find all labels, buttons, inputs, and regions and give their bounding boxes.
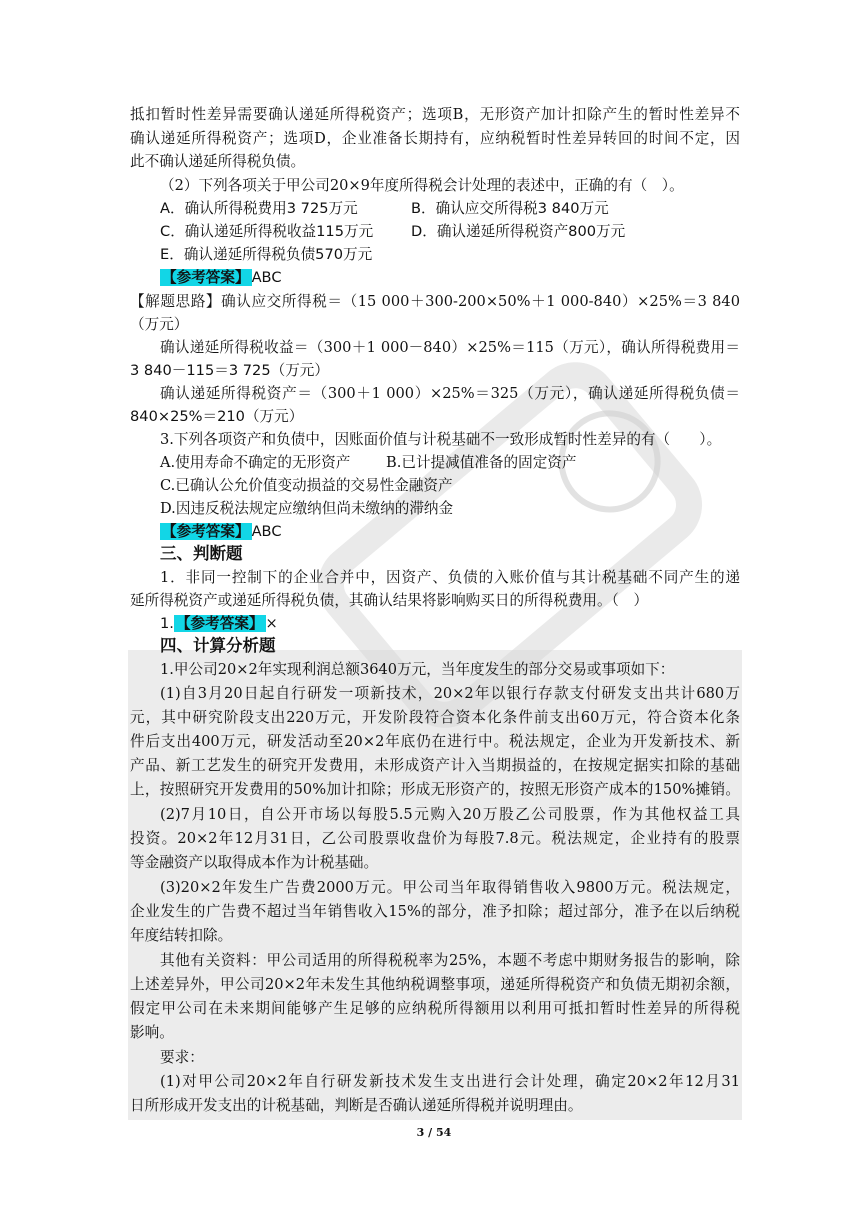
option-a: A.使用寿命不确定的无形资产: [160, 454, 351, 471]
solution-line: 确认递延所得税资产＝（300＋1 000）×25%＝325（万元），确认递延所得税负债＝: [160, 385, 740, 402]
calc-line: (1)自3月20日起自行研发一项新技术，20×2年以银行存款支付研发支出共计680万: [160, 685, 740, 702]
question-2: （2）下列各项关于甲公司20×9年度所得税会计处理的表述中，正确的有（ ）。: [160, 177, 684, 194]
answer-value: ABC: [251, 269, 282, 286]
text-line: 确认递延所得税资产；选项D，企业准备长期持有，应纳税暂时性差异转回的时间不定，因: [130, 130, 740, 147]
page-number: 3 / 54: [416, 1126, 452, 1139]
calc-line: 其他有关资料：甲公司适用的所得税税率为25%，本题不考虑中期财务报告的影响，除: [160, 952, 740, 969]
judge-question: 1．非同一控制下的企业合并中，因资产、负债的入账价值与其计税基础不同产生的递: [160, 569, 740, 586]
calc-line: (2)7月10日，自公开市场以每股5.5元购入20万股乙公司股票，作为其他权益工具: [160, 806, 740, 823]
option-c: C．确认递延所得税收益115万元: [160, 223, 374, 240]
calc-line: 要求：: [160, 1049, 204, 1066]
option-d: D.因违反税法规定应缴纳但尚未缴纳的滞纳金: [160, 500, 454, 517]
answer-row: [160, 613, 770, 635]
answer-label: 【参考答案】: [162, 523, 250, 540]
solution-line: 确认递延所得税收益＝（300＋1 000－840）×25%＝115（万元），确认所得税费用＝: [160, 339, 740, 356]
text-line: 此不确认递延所得税负债。: [130, 153, 306, 170]
option-d: D．确认递延所得税资产800万元: [411, 223, 626, 240]
answer-label: 【参考答案】: [162, 269, 250, 286]
solution-line: 【解题思路】确认应交所得税＝（15 000＋300-200×50%＋1 000-840）×25%＝3 840: [130, 293, 740, 310]
calc-line: 等金融资产以取得成本作为计税基础。: [130, 854, 379, 871]
option-a: A．确认所得税费用3 725万元: [160, 200, 358, 217]
answer-row: [160, 267, 770, 289]
calc-line: 上，按照研究开发费用的50%加计扣除；形成无形资产的，按照无形资产成本的150%摊销。: [130, 781, 740, 798]
answer-row: [160, 521, 770, 543]
answer-value: ABC: [251, 523, 282, 540]
calc-line: 企业发生的广告费不超过当年销售收入15%的部分，准予扣除；超过部分，准予在以后纳税: [130, 903, 740, 920]
calc-line: 投资。20×2年12月31日，乙公司股票收盘价为每股7.8元。税法规定，企业持有的股票: [130, 830, 740, 847]
calc-line: 件后支出400万元，研发活动至20×2年底仍在进行中。税法规定，企业为开发新技术、新: [130, 733, 740, 750]
calc-line: 影响。: [130, 1024, 174, 1041]
calc-line: 日所形成开发支出的计税基础，判断是否确认递延所得税并说明理由。: [130, 1097, 583, 1114]
judge-question: 延所得税资产或递延所得税负债，其确认结果将影响购买日的所得税费用。（ ）: [130, 592, 649, 609]
calc-line: 1.甲公司20×2年实现利润总额3640万元，当年度发生的部分交易或事项如下：: [160, 661, 675, 678]
question-3: 3.下列各项资产和负债中，因账面价值与计税基础不一致形成暂时性差异的有（ ）。: [160, 431, 722, 448]
calc-line: 元，其中研究阶段支出220万元，开发阶段符合资本化条件前支出60万元，符合资本化条: [130, 709, 740, 726]
answer-number: 1.: [160, 615, 174, 632]
solution-line: （万元）: [130, 316, 189, 333]
section-heading: 三、判断题: [160, 544, 243, 563]
calc-line: (1)对甲公司20×2年自行研发新技术发生支出进行会计处理，确定20×2年12月31: [160, 1073, 740, 1090]
calc-line: 上述差异外，甲公司20×2年未发生其他纳税调整事项，递延所得税资产和负债无期初余额，: [130, 976, 740, 993]
option-b: B.已计提减值准备的固定资产: [386, 454, 577, 471]
solution-line: 840×25%＝210（万元）: [130, 408, 304, 425]
section-heading: 四、计算分析题: [160, 636, 276, 655]
solution-line: 3 840－115＝3 725（万元）: [130, 362, 329, 379]
answer-value: ×: [265, 615, 278, 632]
calc-line: (3)20×2年发生广告费2000万元。甲公司当年取得销售收入9800万元。税法规定，: [160, 879, 740, 896]
calc-line: 年度结转扣除。: [130, 927, 233, 944]
calc-line: 假定甲公司在未来期间能够产生足够的应纳税所得额用以利用可抵扣暂时性差异的所得税: [130, 1000, 740, 1017]
calc-line: 产品、新工艺发生的研究开发费用，未形成资产计入当期损益的，在按规定据实扣除的基础: [130, 757, 740, 774]
option-c: C.已确认公允价值变动损益的交易性金融资产: [160, 477, 453, 494]
text-line: 抵扣暂时性差异需要确认递延所得税资产；选项B，无形资产加计扣除产生的暂时性差异不: [130, 106, 740, 123]
option-b: B．确认应交所得税3 840万元: [411, 200, 609, 217]
answer-label: 【参考答案】: [175, 615, 264, 632]
option-e: E．确认递延所得税负债570万元: [160, 246, 373, 263]
